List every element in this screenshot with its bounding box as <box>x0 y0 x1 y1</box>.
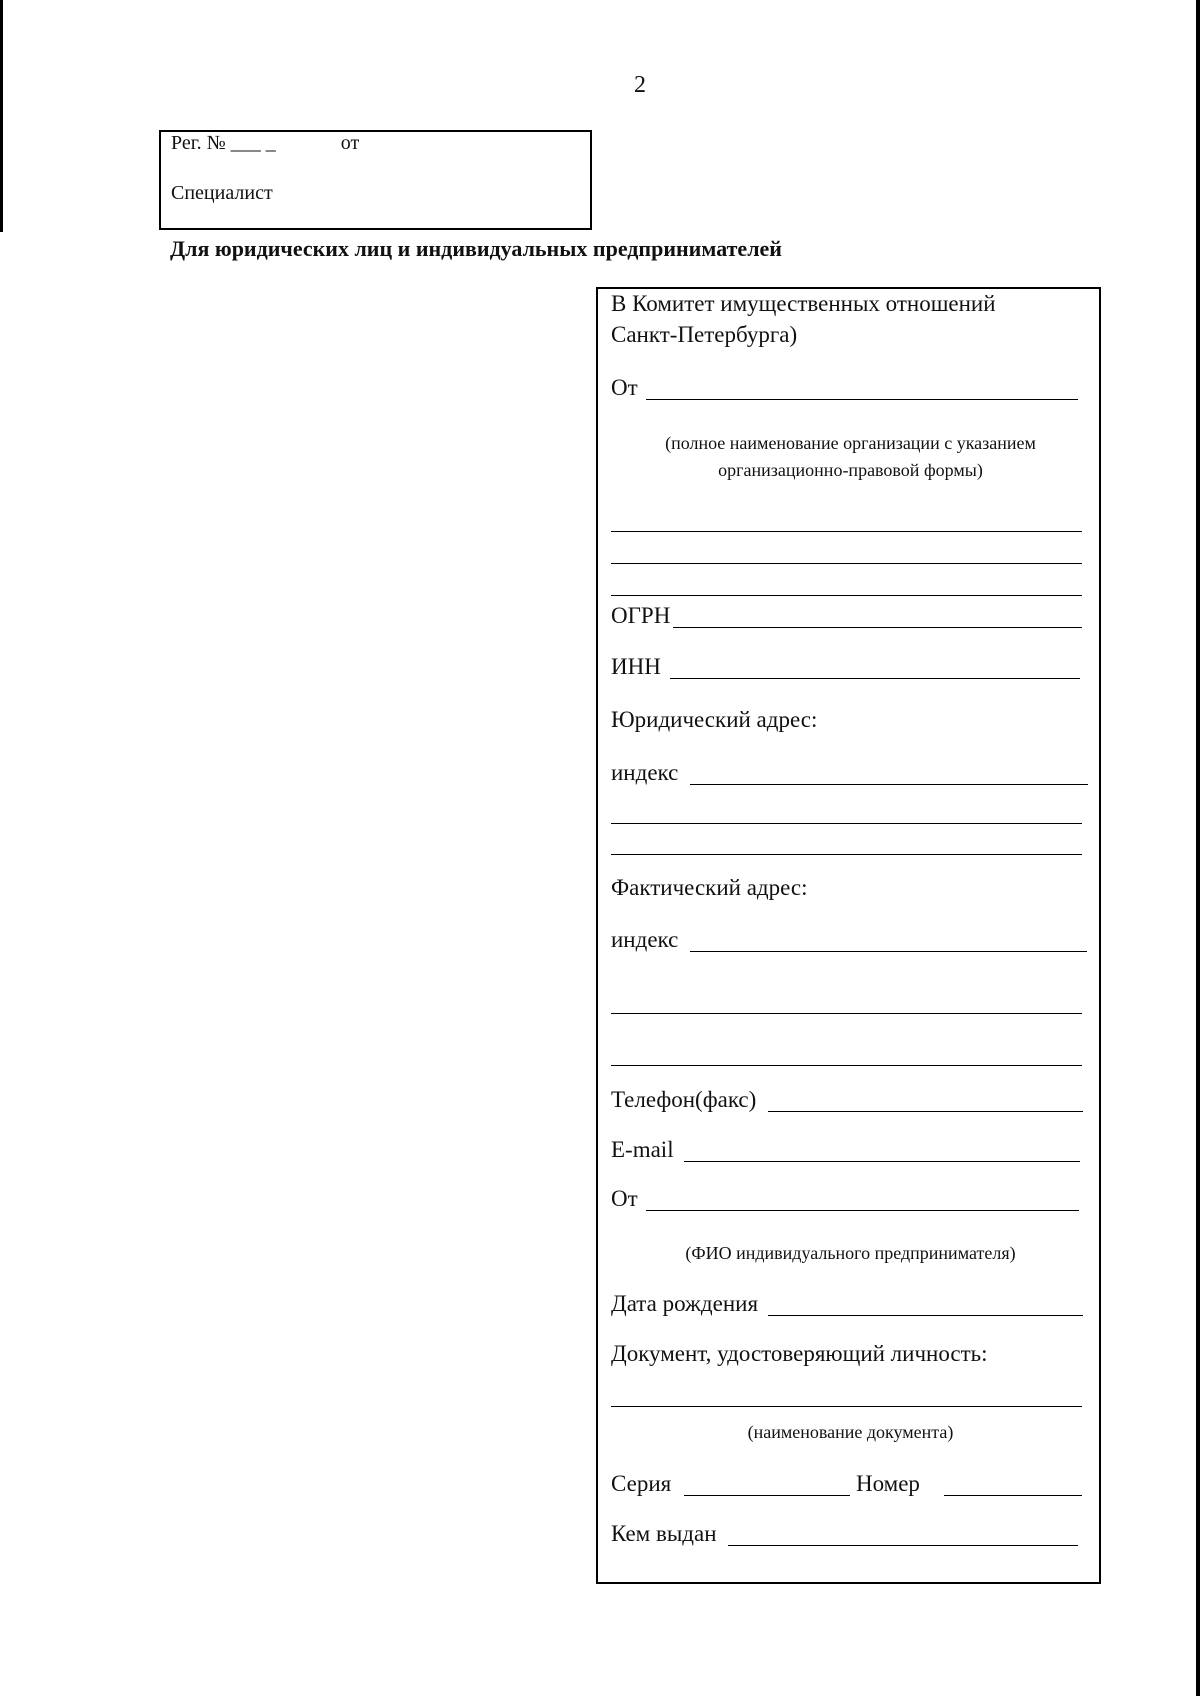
legal-address-line-1[interactable] <box>611 823 1082 824</box>
legal-index-label: индекс <box>611 760 679 785</box>
ogrn-label: ОГРН <box>611 603 671 628</box>
number-field[interactable] <box>944 1469 1082 1496</box>
number-label: Номер <box>856 1471 920 1496</box>
phone-label: Телефон(факс) <box>611 1087 757 1112</box>
org-name-field[interactable] <box>646 373 1078 400</box>
page-number: 2 <box>634 72 646 98</box>
right-edge-bar <box>1196 0 1200 1696</box>
reg-date-label: от <box>340 132 360 154</box>
issued-by-field[interactable] <box>728 1519 1078 1546</box>
email-field[interactable] <box>684 1135 1080 1162</box>
org-hint-line-2: организационно-правовой формы) <box>718 460 983 480</box>
issued-by-label: Кем выдан <box>611 1521 717 1546</box>
specialist-label: Специалист <box>171 182 273 204</box>
legal-address-label: Юридический адрес: <box>611 707 818 732</box>
org-name-line-1[interactable] <box>611 531 1082 532</box>
org-name-line-2[interactable] <box>611 563 1082 564</box>
ip-name-field[interactable] <box>646 1184 1079 1211</box>
id-document-label: Документ, удостоверяющий личность: <box>611 1341 988 1366</box>
recipient-line-1: В Комитет имущественных отношений <box>611 291 996 316</box>
registration-box <box>159 130 592 230</box>
legal-index-field[interactable] <box>690 758 1088 785</box>
doc-name-hint: (наименование документа) <box>747 1422 954 1442</box>
org-name-line-3[interactable] <box>611 595 1082 596</box>
reg-number-label: Рег. № ___ _ <box>171 132 276 154</box>
actual-address-line-2[interactable] <box>611 1065 1082 1066</box>
left-edge-bar <box>0 0 3 232</box>
actual-address-label: Фактический адрес: <box>611 875 808 900</box>
email-label: E-mail <box>611 1137 674 1162</box>
inn-label: ИНН <box>611 654 661 679</box>
from-org-label: От <box>611 375 638 400</box>
ip-hint: (ФИО индивидуального предпринимателя) <box>685 1243 1016 1263</box>
phone-field[interactable] <box>768 1085 1083 1112</box>
actual-index-label: индекс <box>611 927 679 952</box>
from-ip-label: От <box>611 1186 638 1211</box>
series-field[interactable] <box>684 1469 850 1496</box>
ogrn-field[interactable] <box>673 601 1082 628</box>
series-label: Серия <box>611 1471 672 1496</box>
inn-field[interactable] <box>670 652 1080 679</box>
org-hint-line-1: (полное наименование организации с указанием <box>665 433 1036 453</box>
actual-address-line-1[interactable] <box>611 1013 1082 1014</box>
birth-date-label: Дата рождения <box>611 1291 759 1316</box>
recipient-line-2: Санкт-Петербурга) <box>611 322 798 347</box>
actual-index-field[interactable] <box>690 925 1087 952</box>
birth-date-field[interactable] <box>768 1289 1083 1316</box>
application-form-box <box>596 287 1101 1584</box>
id-document-line[interactable] <box>611 1406 1082 1407</box>
legal-address-line-2[interactable] <box>611 854 1082 855</box>
section-title: Для юридических лиц и индивидуальных предпринимателей <box>170 236 782 261</box>
